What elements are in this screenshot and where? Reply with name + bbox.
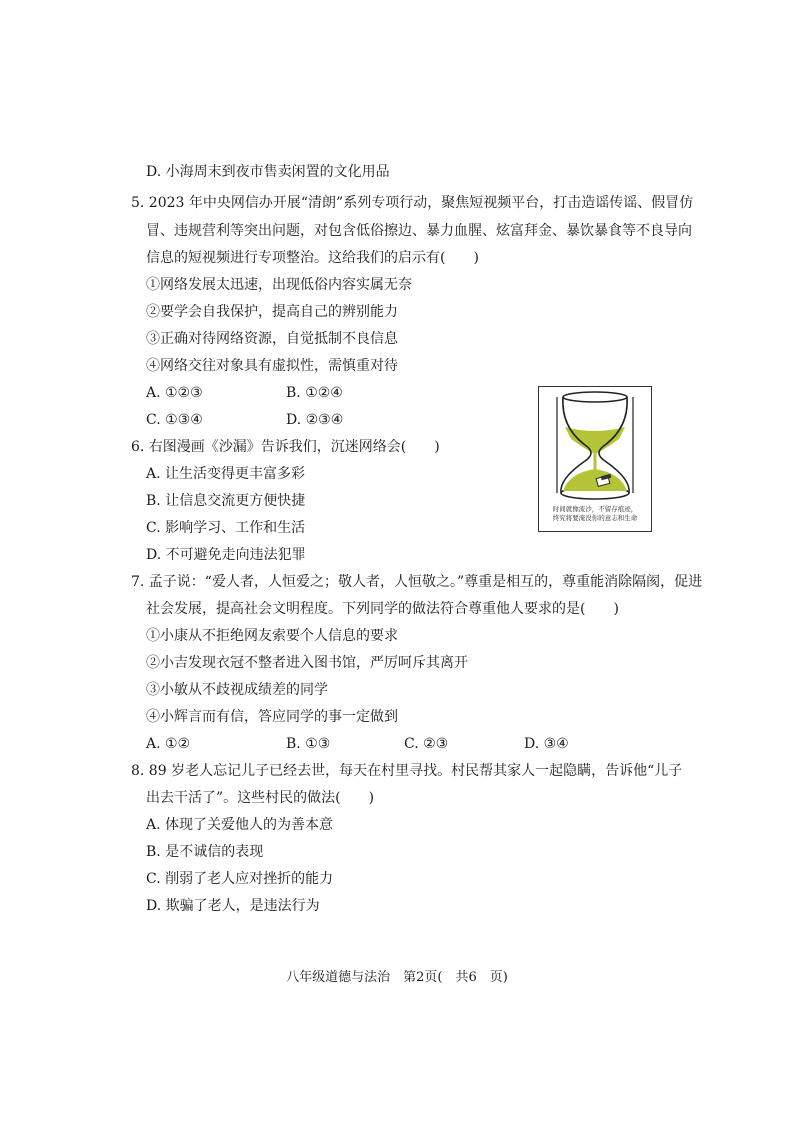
q8-stem-line-2: 出去干活了”。这些村民的做法( ) <box>146 790 375 806</box>
q5-stem-line-2: 冒、违规营利等突出问题，对包含低俗擦边、暴力血腥、炫富拜金、暴饮暴食等不良导向 <box>146 223 692 239</box>
q7-option-b: B. ①③ <box>286 736 331 752</box>
q7-option-c: C. ②③ <box>404 736 449 752</box>
q8-option-c: C. 削弱了老人应对挫折的能力 <box>146 871 334 887</box>
q6-stem: 6. 右图漫画《沙漏》告诉我们，沉迷网络会( ) <box>131 439 440 455</box>
q5-option-a: A. ①②③ <box>146 385 203 401</box>
q7-statement-2: ②小吉发现衣冠不整者进入图书馆，严厉呵斥其离开 <box>146 655 468 671</box>
q8-option-d: D. 欺骗了老人，是违法行为 <box>146 898 320 914</box>
q7-option-a: A. ①② <box>146 736 191 752</box>
q8-option-a: A. 体现了关爱他人的为善本意 <box>146 817 334 833</box>
q4-option-d: D. 小海周末到夜市售卖闲置的文化用品 <box>146 164 390 180</box>
q5-statement-1: ①网络发展太迅速，出现低俗内容实属无奈 <box>146 277 412 293</box>
caption-line-2: 终究将要淹没你的意志和生命 <box>552 514 638 522</box>
q5-stem-line-3: 信息的短视频进行专项整治。这给我们的启示有( ) <box>146 250 479 266</box>
q5-option-c: C. ①③④ <box>146 412 203 428</box>
q5-option-d: D. ②③④ <box>286 412 344 428</box>
q6-option-b: B. 让信息交流更方便快捷 <box>146 493 306 509</box>
hourglass-comic <box>538 386 652 532</box>
q7-statement-3: ③小敏从不歧视成绩差的同学 <box>146 682 328 698</box>
q6-option-c: C. 影响学习、工作和生活 <box>146 520 306 536</box>
q5-statement-3: ③正确对待网络资源，自觉抵制不良信息 <box>146 331 398 347</box>
q8-stem-line-1: 8. 89 岁老人忘记儿子已经去世，每天在村里寻找。村民帮其家人一起隐瞒，告诉他“儿子 <box>131 763 683 779</box>
q7-option-d: D. ③④ <box>524 736 569 752</box>
q5-option-b: B. ①②④ <box>286 385 343 401</box>
caption-line-1: 时间就像流沙，不留存痕迹， <box>552 505 638 513</box>
q6-option-d: D. 不可避免走向违法犯罪 <box>146 547 306 563</box>
q5-statement-2: ②要学会自我保护，提高自己的辨别能力 <box>146 304 398 320</box>
q7-statement-1: ①小康从不拒绝网友索要个人信息的要求 <box>146 628 398 644</box>
q8-option-b: B. 是不诚信的表现 <box>146 844 264 860</box>
q6-option-a: A. 让生活变得更丰富多彩 <box>146 466 306 482</box>
hourglass-icon <box>539 387 651 505</box>
q7-statement-4: ④小辉言而有信，答应同学的事一定做到 <box>146 709 398 725</box>
page-footer: 八年级道德与法治 第2页( 共6 页) <box>286 970 508 985</box>
q5-statement-4: ④网络交往对象具有虚拟性，需慎重对待 <box>146 358 398 374</box>
q5-stem-line-1: 5. 2023 年中央网信办开展“清朗”系列专项行动，聚焦短视频平台，打击造谣传谣、假冒仿 <box>131 195 694 211</box>
figure-caption <box>541 505 649 523</box>
q7-stem-line-2: 社会发展，提高社会文明程度。下列同学的做法符合尊重他人要求的是( ) <box>146 601 619 617</box>
q7-stem-line-1: 7. 孟子说：“爱人者，人恒爱之；敬人者，人恒敬之。”尊重是相互的，尊重能消除隔阂，促进 <box>131 574 703 590</box>
